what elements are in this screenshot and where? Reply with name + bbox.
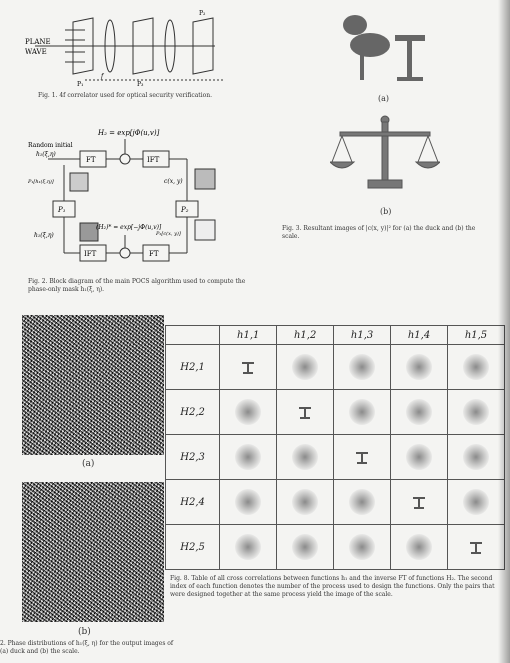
fig1-caption: Fig. 1. 4f correlator used for optical security verification. [38,92,212,99]
fig1-f-label: f [101,73,104,80]
row-header: H2,1 [166,345,220,390]
row-header: H2,2 [166,390,220,435]
fig2-ift-top: IFT [147,156,160,164]
blur-spot [349,534,375,560]
row-header: H2,3 [166,435,220,480]
row-header: H2,5 [166,525,220,570]
blur-spot [463,399,489,425]
fig4-caption: 2. Phase distributions of h₁(ξ, η) for the output images of (a) duck and (b) the scale. [0,640,174,655]
scale-peak-image [406,489,432,515]
blur-spot [235,444,261,470]
fig1-p1-label: P₁ [77,81,84,88]
blur-spot [235,399,261,425]
fig3-duck-image [335,5,430,85]
table-corner-cell [166,326,220,345]
fig3-panel-b-label: (b) [380,207,392,216]
scale-peak-image [235,354,261,380]
fig8-caption: Fig. 8. Table of all cross correlations between functions h₁ and the inverse FT of functions H₂. The second index of each function denotes the number of the process used to design the functions. Only the pairs that were designed together at the same process yield the image of the scale. [170,575,495,598]
blur-spot [406,354,432,380]
blur-spot [235,489,261,515]
fig2-random-initial: Random initial [28,142,73,149]
scale-peak-image [349,444,375,470]
scale-peak-image [463,534,489,560]
fig1-diagram [25,8,230,88]
blur-spot [463,489,489,515]
fig2-ft-bottom: FT [149,250,159,258]
row-header: H2,4 [166,480,220,525]
scale-peak-image [292,399,318,425]
blur-spot [463,444,489,470]
blur-spot [349,489,375,515]
fig2-h1-top: h₁(ξ,η) [36,151,56,158]
fig2-p2-c-label: P₂[c(x, y)] [156,231,181,237]
page-edge-shadow [498,0,510,663]
fig2-ft-top: FT [86,156,96,164]
fig2-p1-h1-label: P₁[h₁(ξ,η)] [28,179,54,185]
blur-spot [349,399,375,425]
fig2-p1-box-label: P₁ [58,206,66,214]
col-header: h1,5 [447,326,504,345]
blur-spot [406,444,432,470]
fig2-caption: Fig. 2. Block diagram of the main POCS algorithm used to compute the phase-only mask h₁(ξ, η). [28,278,246,293]
cross-correlation-table [165,325,505,570]
col-header: h1,4 [391,326,448,345]
fig3-scale-image [330,112,440,197]
blur-spot [463,354,489,380]
fig3-caption: Fig. 3. Resultant images of |c(x, y)|² for (a) the duck and (b) the scale. [282,225,476,240]
table-row [166,480,505,525]
blur-spot [406,399,432,425]
table-row [166,525,505,570]
phase-mask-duck [22,315,164,455]
blur-spot [349,354,375,380]
fig2-h2-equation: H₂ = exp[jΦ(u,v)] [98,129,160,137]
fig2-h1-bottom: h₁(ξ,η) [34,232,54,239]
table-row [166,345,505,390]
table-row [166,435,505,480]
col-header: h1,1 [220,326,277,345]
blur-spot [406,534,432,560]
fig2-h2-conj: (H₂)* = exp[−jΦ(u,v)] [96,224,162,231]
phase-mask-scale [22,482,164,622]
fig4-panel-b-label: (b) [78,627,91,637]
table-header-row [166,326,505,345]
blur-spot [292,444,318,470]
fig1-p2-label: P₂ [199,10,206,17]
fig1-wave-label: WAVE [25,48,47,56]
blur-spot [235,534,261,560]
fig3-panel-a-label: (a) [378,94,390,103]
fig2-p2-box-label: P₂ [181,206,189,214]
blur-spot [292,354,318,380]
fig2-c-label: c(x, y) [164,178,183,185]
fig4-panel-a-label: (a) [82,459,95,469]
blur-spot [292,489,318,515]
col-header: h1,3 [334,326,391,345]
table-row [166,390,505,435]
blur-spot [292,534,318,560]
col-header: h1,2 [277,326,334,345]
fig2-block-diagram [28,125,243,275]
fig2-ift-bottom: IFT [84,250,97,258]
fig1-plane-label: PLANE [25,38,51,46]
fig1-p3-label: P₃ [137,81,144,88]
